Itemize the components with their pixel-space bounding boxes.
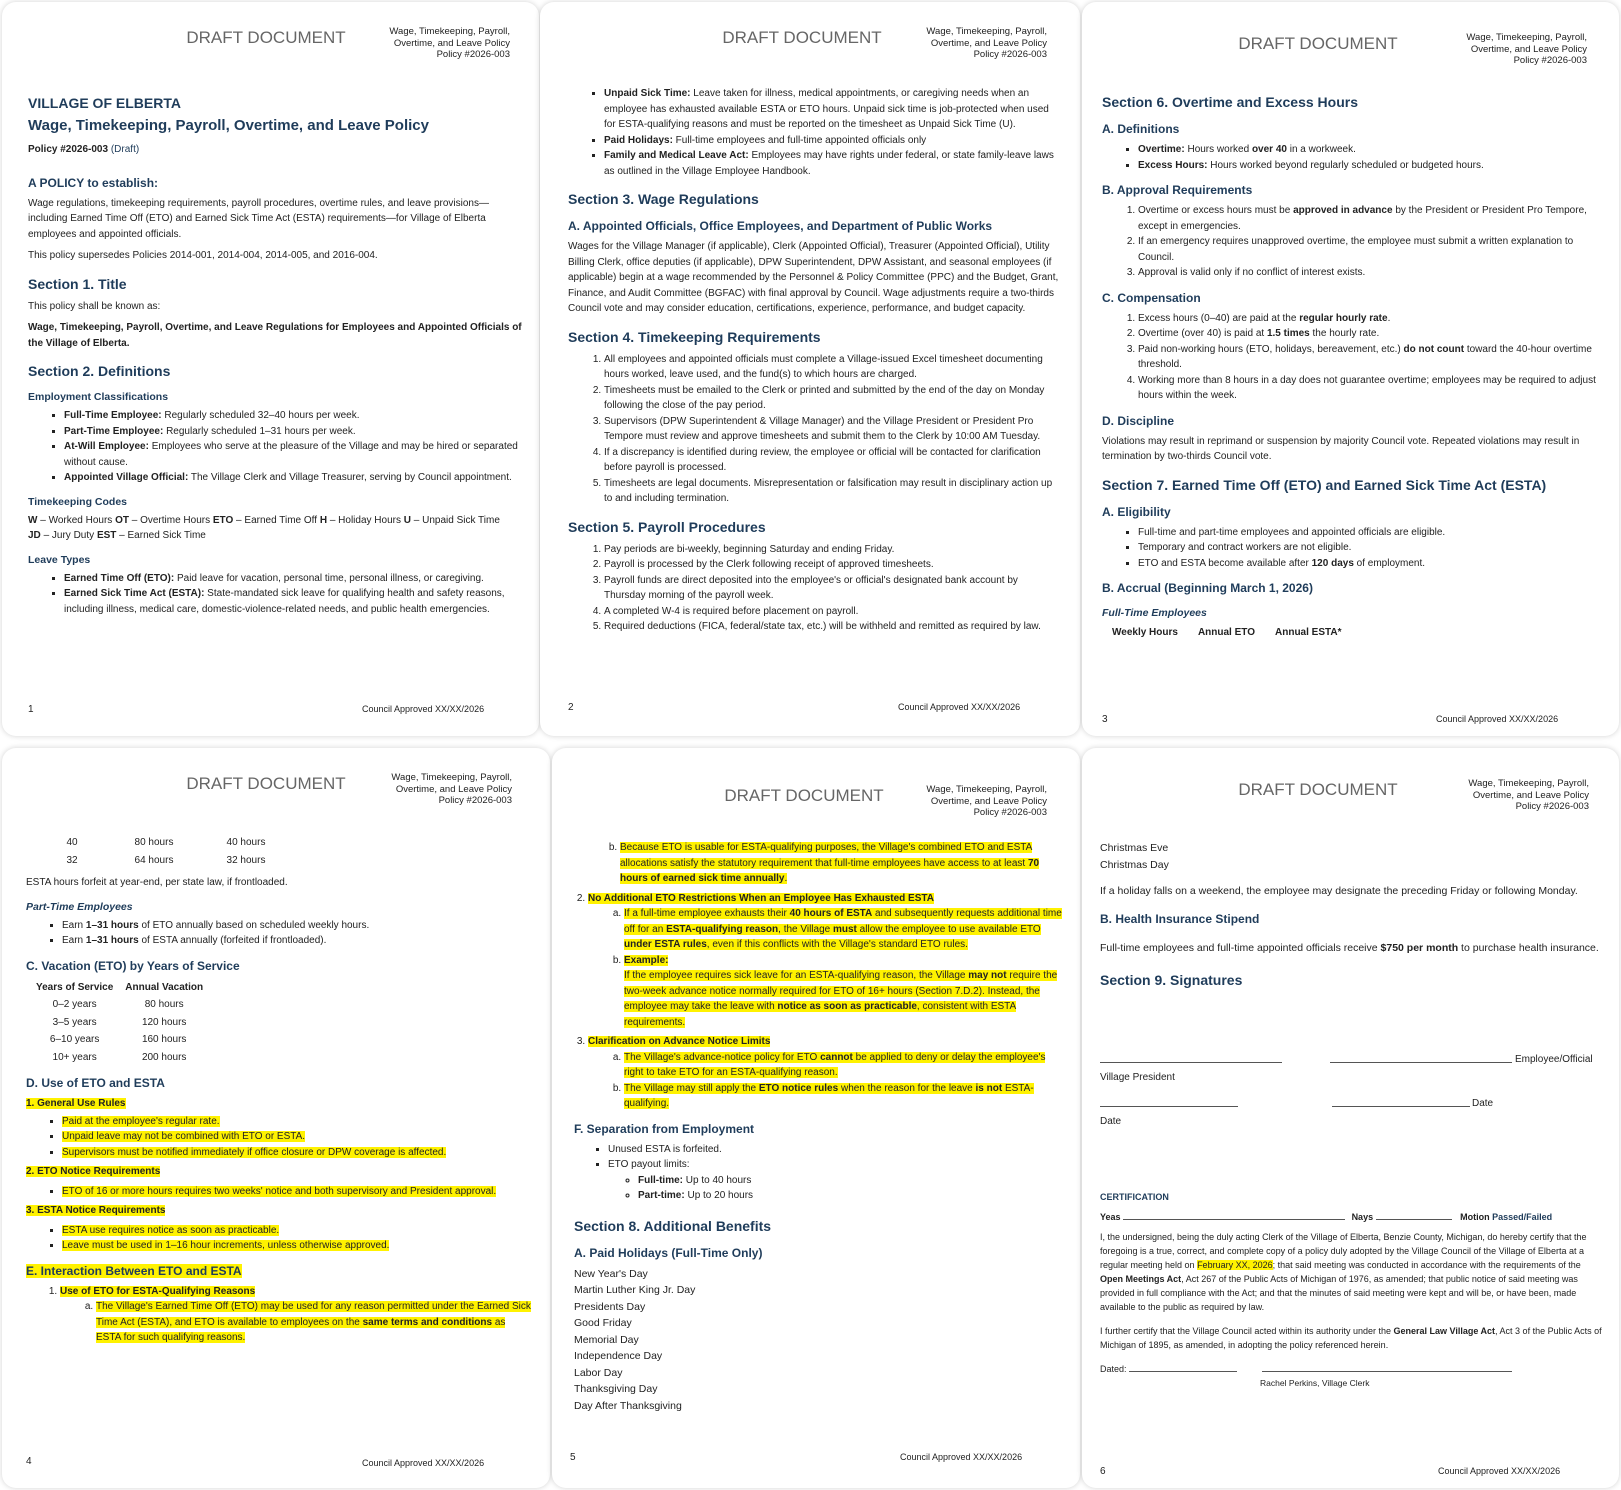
list-item: b. Example: If the employee requires sick leave for an ESTA-qualifying reason, the Village may not require the two-week advance notice normally required for ETO of 16+ hours (Section 7.D.2). Instead, the employee may take the leave with notice as soon as practicable, consistent with ESTA requirements. <box>624 953 1062 1031</box>
general-use-list <box>26 1114 532 1161</box>
stipend-text: Full-time employees and full-time appointed officials receive $750 per month to purchase health insurance. <box>1100 941 1599 954</box>
list-item: ▪ ETO payout limits: ◦ Full-time: Up to 40 hours ◦ Part-time: Up to 20 hours <box>608 1157 1062 1204</box>
dated-line: Dated: <box>1100 1362 1605 1376</box>
list-item: a. The Village's advance-notice policy for ETO cannot be applied to deny or delay the employee's right to take ETO for an ESTA-qualifying reason. <box>624 1050 1062 1081</box>
list-item: ▪ Earn 1–31 hours of ETO annually based on scheduled weekly hours. <box>62 918 532 934</box>
page-footer: Council Approved XX/XX/2026 <box>1438 1466 1561 1476</box>
timekeeping-codes: W – Worked Hours OT – Overtime Hours ETO – Earned Time Off H – Holiday Hours U – Unpaid Sick Time JD – Jury Duty EST – Earned Sick Time <box>28 514 500 541</box>
date-line-1[interactable] <box>1100 1106 1238 1107</box>
list-item: 3. Clarification on Advance Notice Limits a. The Village's advance-notice policy for ETO cannot be applied to deny or delay the employee's right to take ETO for an ESTA-qualifying reason. b. The Village may still apply the ETO notice rules when the reason for the leave is not ESTA-qualifying. <box>588 1034 1062 1112</box>
certification-text: I, the undersigned, being the duly acting Clerk of the Village of Elberta, Benzie County, Michigan, do hereby certify that the foregoing is a true, correct, and complete copy of a policy duly adopted by the Village Council of the Village of Elberta at a regular meeting held on February XX, 2026; that said meeting was conducted in accordance with the requirements of the Open Meetings Act, Act 267 of the Public Acts of Michigan of 1976, as amended; that public notice of said meeting was provided in full compliance with the Act; and that the minutes of said meeting were kept and will be, or have been, made available to the public as required by law. <box>1100 1232 1587 1312</box>
list-item: ▪ Paid Holidays: Full-time employees and full-time appointed officials only <box>604 133 1062 149</box>
section-5-heading: Section 5. Payroll Procedures <box>568 518 766 535</box>
list-item: ▪ Paid at the employee's regular rate. <box>62 1114 532 1130</box>
list-item: 5. Timesheets are legal documents. Misrepresentation or falsification may result in disciplinary action up to and including termination. <box>604 476 1062 507</box>
accrual-table-header <box>1106 624 1347 642</box>
table-row: 32 64 hours 32 hours <box>66 854 266 866</box>
section-5-list <box>568 542 1062 635</box>
draft-watermark: DRAFT DOCUMENT <box>186 28 346 47</box>
separation-heading: F. Separation from Employment <box>574 1121 755 1136</box>
draft-watermark: DRAFT DOCUMENT <box>722 28 882 47</box>
list-item: ▪ Earned Time Off (ETO): Paid leave for vacation, personal time, personal illness, or caregiving. <box>64 571 526 587</box>
page-number: 4 <box>26 1456 32 1467</box>
part-time-list <box>26 918 532 949</box>
signature-line-employee[interactable] <box>1330 1062 1512 1063</box>
list-item: 3. Paid non-working hours (ETO, holidays, bereavement, etc.) do not count toward the 40-hour overtime threshold. <box>1138 342 1602 373</box>
list-item: 3. Approval is valid only if no conflict of interest exists. <box>1138 265 1602 281</box>
section-4-list <box>568 352 1062 507</box>
list-item: 2. Payroll is processed by the Clerk following receipt of approved timesheets. <box>604 557 1062 573</box>
list-item: ▪ Temporary and contract workers are not eligible. <box>1138 540 1602 556</box>
general-use-heading: 1. General Use Rules <box>26 1098 126 1109</box>
list-item: 3. Supervisors (DPW Superintendent & Village Manager) and the Village President or President Pro Tempore must review and approve timesheets and submit them to the Clerk by 10:00 AM Tuesday. <box>604 414 1062 445</box>
certification-block <box>1100 1190 1605 1390</box>
leave-types-list <box>28 571 526 618</box>
list-item: ▪ At-Will Employee: Employees who serve at the pleasure of the Village and may be hired or separated without cause. <box>64 439 526 470</box>
table-row: 6–10 years 160 hours <box>49 1034 187 1045</box>
col-annual-esta: Annual ESTA* <box>1275 627 1342 638</box>
table-row: 10+ years 200 hours <box>52 1051 187 1063</box>
list-item: Christmas Day <box>1100 858 1169 871</box>
discipline-text: Violations may result in reprimand or suspension by majority Council vote. Repeated violations may result in termination by two-thirds Council vote. <box>1102 435 1580 462</box>
page-footer: Council Approved XX/XX/2026 <box>1436 714 1559 724</box>
page-number: 5 <box>570 1452 576 1463</box>
interaction-list <box>26 1284 532 1346</box>
page-number: 1 <box>28 704 34 715</box>
section-3a-text: Wages for the Village Manager (if applicable), Clerk (Appointed Official), Treasurer (Appointed Official), Utility Billing Clerk, office deputies (if applicable), DPW Superintendent, DPW Assistant, and seasonal employees (if applicable) begin at a wage recommended by the Personnel & Policy Committee (PPC) and the Budget, Grant, Finance, and Audit Committee (BGFAC) with final approval by Council. Wage adjustments require a two-thirds Council vote and may consider education, certifications, experience, performance, and budget capacity. <box>568 241 1059 314</box>
draft-watermark: DRAFT DOCUMENT <box>724 786 884 805</box>
forfeit-note: ESTA hours forfeit at year-end, per state law, if frontloaded. <box>26 877 288 888</box>
policy-number: Policy #2026-003 (Draft) <box>28 144 140 155</box>
section-2-heading: Section 2. Definitions <box>28 363 171 379</box>
page-number: 2 <box>568 702 574 713</box>
page-footer: Council Approved XX/XX/2026 <box>898 702 1021 712</box>
list-item: 1. Pay periods are bi-weekly, beginning Saturday and ending Friday. <box>604 542 1062 558</box>
list-item: 3. Payroll funds are direct deposited into the employee's or official's designated bank account by Thursday morning of the payroll week. <box>604 573 1062 604</box>
page-2 <box>540 2 1080 736</box>
leave-types-heading: Leave Types <box>28 553 91 566</box>
separation-list <box>562 1142 1062 1204</box>
purpose-text: Wage regulations, timekeeping requirements, payroll procedures, overtime rules, and leave provisions—including Earned Time Off (ETO) and Earned Sick Time Act (ESTA) requirements—for Village of Elberta employees and appointed officials. <box>28 197 489 240</box>
esta-notice-heading: 3. ESTA Notice Requirements <box>26 1205 166 1216</box>
supersedes-text: This policy supersedes Policies 2014-001, 2014-004, 2014-005, and 2016-004. <box>28 250 378 261</box>
approval-heading: B. Approval Requirements <box>1102 183 1253 197</box>
village-name: VILLAGE OF ELBERTA <box>28 95 181 111</box>
accrual-heading: B. Accrual (Beginning March 1, 2026) <box>1102 581 1313 595</box>
page-header: Wage, Timekeeping, Payroll, Overtime, and Leave Policy Policy #2026-003 <box>926 26 1047 60</box>
list-item: 4. A completed W-4 is required before placement on payroll. <box>604 604 1062 620</box>
timekeeping-codes-heading: Timekeeping Codes <box>28 495 128 508</box>
list-item: 4. If a discrepancy is identified during review, the employee or official will be contacted for clarification before payroll is processed. <box>604 445 1062 476</box>
section-9-heading: Section 9. Signatures <box>1100 972 1243 988</box>
section-7-heading: Section 7. Earned Time Off (ETO) and Earned Sick Time Act (ESTA) <box>1102 476 1547 493</box>
page-body <box>28 92 526 621</box>
page-1 <box>2 2 539 736</box>
list-item: ▪ Unused ESTA is forfeited. <box>608 1142 1062 1158</box>
eligibility-list <box>1102 525 1602 572</box>
list-item: 1. Excess hours (0–40) are paid at the regular hourly rate. <box>1138 311 1602 327</box>
list-item: ▪ Unpaid leave may not be combined with ETO or ESTA. <box>62 1129 532 1145</box>
col-weekly-hours: Weekly Hours <box>1112 627 1178 638</box>
list-item: 1. Overtime or excess hours must be approved in advance by the President or President Pro Tempore, except in emergencies. <box>1138 203 1602 234</box>
list-item: Martin Luther King Jr. Day <box>574 1284 696 1296</box>
page-3 <box>1082 2 1619 736</box>
weekend-note: If a holiday falls on a weekend, the employee may designate the preceding Friday or following Monday. <box>1100 885 1578 897</box>
section-1-title: Wage, Timekeeping, Payroll, Overtime, and Leave Regulations for Employees and Appointed Officials of the Village of Elberta. <box>28 322 522 349</box>
list-item: New Year's Day <box>574 1267 648 1280</box>
list-item: ▪ Overtime: Hours worked over 40 in a workweek. <box>1138 142 1602 158</box>
page-body <box>562 840 1062 1414</box>
accrual-table <box>36 834 292 869</box>
section-8-heading: Section 8. Additional Benefits <box>574 1217 772 1234</box>
clerk-signature-line[interactable] <box>1262 1371 1512 1372</box>
list-item: b. Because ETO is usable for ESTA-qualifying purposes, the Village's combined ETO and ESTA allocations satisfy the statutory requirement that full-time employees have access to at least 70 hours of earned sick time annually. <box>620 840 1062 887</box>
paid-holidays-heading: A. Paid Holidays (Full-Time Only) <box>574 1245 763 1260</box>
list-item: Presidents Day <box>574 1300 646 1313</box>
section-3a-heading: A. Appointed Officials, Office Employees, and Department of Public Works <box>568 219 993 233</box>
list-item: 2. Overtime (over 40) is paid at 1.5 times the hourly rate. <box>1138 326 1602 342</box>
page-header: Wage, Timekeeping, Payroll, Overtime, and Leave Policy Policy #2026-003 <box>1468 778 1589 812</box>
date-label-1: Date <box>1100 1116 1122 1127</box>
use-heading: D. Use of ETO and ESTA <box>26 1076 165 1090</box>
table-row: 40 80 hours 40 hours <box>66 837 266 848</box>
list-item: ▪ Family and Medical Leave Act: Employees may have rights under federal, or state family-leave laws as outlined in the Village Employee Handbook. <box>604 148 1062 179</box>
list-item: b. The Village may still apply the ETO notice rules when the reason for the leave is not ESTA-qualifying. <box>624 1081 1062 1112</box>
page-body <box>1102 92 1602 642</box>
employment-classifications-heading: Employment Classifications <box>28 391 169 403</box>
page-footer: Council Approved XX/XX/2026 <box>900 1452 1023 1462</box>
list-item: ▪ Earned Sick Time Act (ESTA): State-mandated sick leave for qualifying health and safety reasons, including illness, medical care, domestic-violence-related needs, and public health emergencies. <box>64 586 526 617</box>
page-footer: Council Approved XX/XX/2026 <box>362 1458 485 1468</box>
holiday-list-cont <box>1100 840 1605 873</box>
draft-watermark: DRAFT DOCUMENT <box>1238 34 1398 53</box>
holiday-list <box>574 1266 1062 1415</box>
policy-title: Wage, Timekeeping, Payroll, Overtime, and Leave Policy <box>28 117 429 134</box>
list-item: ▪ Unpaid Sick Time: Leave taken for illness, medical appointments, or caregiving needs when an employee has exhausted available ESTA or ETO hours. Unpaid sick time is job-protected when used for ESTA-qualifying reasons and must be reported on the timesheet as Unpaid Sick Time (U). <box>604 86 1062 133</box>
section-6-heading: Section 6. Overtime and Excess Hours <box>1102 94 1358 110</box>
list-item: a. The Village's Earned Time Off (ETO) may be used for any reason permitted under the Earned Sick Time Act (ESTA), and ETO is available to employees on the same terms and conditions as ESTA for such qualifying reasons. <box>96 1299 532 1346</box>
definitions-list <box>1102 142 1602 173</box>
clerk-name: Rachel Perkins, Village Clerk <box>1260 1378 1370 1388</box>
section-1-heading: Section 1. Title <box>28 275 127 292</box>
compensation-heading: C. Compensation <box>1102 290 1201 305</box>
page-number: 3 <box>1102 714 1108 725</box>
list-item: a. If a full-time employee exhausts their 40 hours of ESTA and subsequently requests additional time off for an ESTA-qualifying reason, the Village must allow the employee to use available ETO under ESTA rules, even if this conflicts with the Village's standard ETO rules. <box>624 906 1062 953</box>
page-body <box>568 86 1062 639</box>
list-item: Thanksgiving Day <box>574 1383 658 1395</box>
list-item: ▪ Earn 1–31 hours of ESTA annually (forfeited if frontloaded). <box>62 933 532 949</box>
interaction-heading: E. Interaction Between ETO and ESTA <box>26 1263 242 1278</box>
discipline-heading: D. Discipline <box>1102 413 1175 428</box>
esta-notice-list <box>26 1223 532 1254</box>
list-item: Christmas Eve <box>1100 842 1169 854</box>
list-item: ▪ Appointed Village Official: The Village Clerk and Village Treasurer, serving by Council appointment. <box>64 470 526 486</box>
dated-field[interactable] <box>1129 1371 1237 1372</box>
section-4-heading: Section 4. Timekeeping Requirements <box>568 328 821 345</box>
eto-notice-list <box>26 1184 532 1200</box>
employee-official-label: Employee/Official <box>1515 1054 1593 1065</box>
page-number: 6 <box>1100 1466 1106 1477</box>
list-item: Day After Thanksgiving <box>574 1399 682 1412</box>
list-item: 2. If an emergency requires unapproved overtime, the employee must submit a written explanation to Council. <box>1138 234 1602 265</box>
list-item: ▪ ETO and ESTA become available after 120 days of employment. <box>1138 556 1602 572</box>
list-item: ◦ Full-time: Up to 40 hours <box>638 1173 1062 1189</box>
draft-watermark: DRAFT DOCUMENT <box>1238 780 1398 799</box>
page-body <box>1100 840 1605 995</box>
employment-classifications-list <box>28 408 526 486</box>
col-annual-eto: Annual ETO <box>1197 627 1255 638</box>
definitions-heading: A. Definitions <box>1102 122 1180 136</box>
page-5 <box>552 748 1080 1488</box>
page-header: Wage, Timekeeping, Payroll, Overtime, and Leave Policy Policy #2026-003 <box>391 772 512 806</box>
certification-text-2: I further certify that the Village Council acted within its authority under the General Law Village Act, Act 3 of the Public Acts of Michigan of 1895, as amended, in adopting the policy referenced herein. <box>1100 1326 1602 1350</box>
stipend-heading: B. Health Insurance Stipend <box>1100 911 1260 926</box>
list-item: ▪ Full-Time Employee: Regularly scheduled 32–40 hours per week. <box>64 408 526 424</box>
page-header: Wage, Timekeeping, Payroll, Overtime, and Leave Policy Policy #2026-003 <box>1466 32 1587 66</box>
leave-types-list-cont <box>568 86 1062 179</box>
vote-line: Yeas Nays Motion Passed/Failed <box>1100 1212 1553 1222</box>
list-item: ▪ Leave must be used in 1–16 hour increments, unless otherwise approved. <box>62 1238 532 1254</box>
list-item: Labor Day <box>574 1366 623 1379</box>
list-item: ▪ ETO of 16 or more hours requires two weeks' notice and both supervisory and President approval. <box>62 1184 532 1200</box>
date-label-2: Date <box>1472 1098 1494 1109</box>
certification-heading: CERTIFICATION <box>1100 1192 1169 1202</box>
list-item: Independence Day <box>574 1350 663 1362</box>
page-6 <box>1082 748 1619 1488</box>
list-item: ▪ Excess Hours: Hours worked beyond regularly scheduled or budgeted hours. <box>1138 158 1602 174</box>
part-time-heading: Part-Time Employees <box>26 900 133 913</box>
draft-watermark: DRAFT DOCUMENT <box>186 774 346 793</box>
page-body <box>26 834 532 1350</box>
page-header: Wage, Timekeeping, Payroll, Overtime, and Leave Policy Policy #2026-003 <box>926 784 1047 818</box>
vacation-heading: C. Vacation (ETO) by Years of Service <box>26 958 240 973</box>
list-item: ▪ ESTA use requires notice as soon as practicable. <box>62 1223 532 1239</box>
vacation-table: Years of Service Annual Vacation 0–2 years 80 hours 3–5 years 120 hours 6–10 years 160 hours 10+ years 200 hours <box>30 979 209 1067</box>
list-item: Memorial Day <box>574 1333 639 1346</box>
list-item: ◦ Part-time: Up to 20 hours <box>638 1188 1062 1204</box>
signature-line-president[interactable] <box>1100 1062 1282 1063</box>
date-line-2[interactable] <box>1332 1106 1470 1107</box>
full-time-heading: Full-Time Employees <box>1102 607 1207 619</box>
approval-list <box>1102 203 1602 281</box>
eto-notice-heading: 2. ETO Notice Requirements <box>26 1166 161 1177</box>
list-item: Good Friday <box>574 1317 632 1329</box>
list-item: ▪ Full-time and part-time employees and appointed officials are eligible. <box>1138 525 1602 541</box>
table-row: 3–5 years 120 hours <box>52 1016 187 1028</box>
page-footer: Council Approved XX/XX/2026 <box>362 704 485 714</box>
list-item: 2. Timesheets must be emailed to the Clerk or printed and submitted by the end of the day on Monday following the close of the pay period. <box>604 383 1062 414</box>
eligibility-heading: A. Eligibility <box>1102 504 1171 519</box>
section-1-intro: This policy shall be known as: <box>28 300 161 312</box>
purpose-heading: A POLICY to establish: <box>28 175 159 190</box>
list-item: ▪ Part-Time Employee: Regularly scheduled 1–31 hours per week. <box>64 424 526 440</box>
list-item: 1. Use of ETO for ESTA-Qualifying Reasons a. The Village's Earned Time Off (ETO) may be used for any reason permitted under the Earned Sick Time Act (ESTA), and ETO is available to employees on the same terms and conditions as ESTA for such qualifying reasons. <box>60 1284 532 1346</box>
list-item: 5. Required deductions (FICA, federal/state tax, etc.) will be withheld and remitted as required by law. <box>604 619 1062 635</box>
list-item: 4. Working more than 8 hours in a day does not guarantee overtime; employees may be required to adjust hours within the week. <box>1138 373 1602 404</box>
village-president-label: Village President <box>1100 1072 1175 1083</box>
section-3-heading: Section 3. Wage Regulations <box>568 191 759 207</box>
list-item: 2. No Additional ETO Restrictions When an Employee Has Exhausted ESTA a. If a full-time employee exhausts their 40 hours of ESTA and subsequently requests additional time off for an ESTA-qualifying reason, the Village must allow the employee to use available ETO under ESTA rules, even if this conflicts with the Village's standard ETO rules. b. Example: If the employee requires sick leave for an ESTA-qualifying reason, the Village may not require the two-week advance notice normally required for ETO of 16+ hours (Section 7.D.2). Instead, the employee may take the leave with notice as soon as practicable, consistent with ESTA requirements. <box>588 891 1062 1031</box>
compensation-list <box>1102 311 1602 404</box>
page-header: Wage, Timekeeping, Payroll, Overtime, and Leave Policy Policy #2026-003 <box>389 26 510 60</box>
page-4 <box>2 748 550 1488</box>
list-item: 1. All employees and appointed officials must complete a Village-issued Excel timesheet documenting hours worked, leave used, and the fund(s) to which hours are charged. <box>604 352 1062 383</box>
list-item: ▪ Supervisors must be notified immediately if office closure or DPW coverage is affected. <box>62 1145 532 1161</box>
table-row: 0–2 years 80 hours <box>52 999 184 1010</box>
